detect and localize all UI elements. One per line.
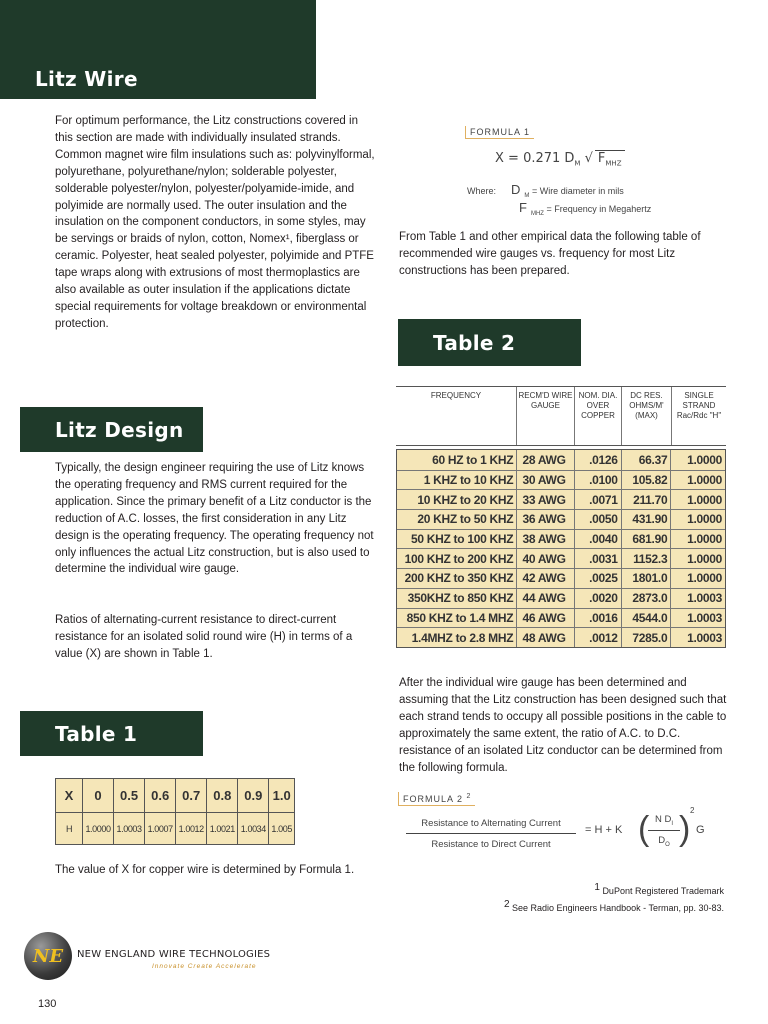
- table-2-body: [396, 449, 726, 648]
- formula-2-exponent: 2: [690, 806, 695, 815]
- after-gauge-paragraph: After the individual wire gauge has been determined and assuming that the Litz construction has been designed such that each strand tends to occupy all possible positions in the cable to approximately the same extent, the ratio of A.C. to D.C. resistance of an isolated Litz conductor can be determined from the following formula.: [399, 677, 727, 774]
- table-row: [397, 470, 725, 490]
- table-2-cell-h: 1.0000: [670, 450, 725, 470]
- table-2-cell-gauge: 40 AWG: [516, 549, 574, 568]
- table-1-h-cell: 1.0012: [176, 813, 207, 845]
- formula-2-inner-den: $D_O$: [658, 834, 670, 848]
- header-dc-res: DC RES. OHMS/M' (MAX): [621, 387, 671, 445]
- table-2-cell-gauge: 38 AWG: [516, 530, 574, 549]
- table-2: [396, 386, 726, 648]
- table-2-cell-dia: .0031: [574, 549, 621, 568]
- table-1-grid: [55, 778, 295, 845]
- table-2-cell-frequency: 850 KHZ to 1.4 MHZ: [406, 610, 514, 625]
- formula-1-def-2: F $_{MHZ}$ = Frequency in Megahertz: [519, 200, 652, 217]
- table-2-cell-res: 1152.3: [621, 549, 671, 568]
- formula-1: [465, 124, 705, 224]
- formula-2-inner-fraction: [648, 814, 680, 848]
- formula-2-tail: G: [696, 824, 705, 836]
- table-2-cell-res: 211.70: [621, 490, 671, 509]
- table-2-cell-gauge: 44 AWG: [516, 589, 574, 608]
- x-value-paragraph: The value of X for copper wire is determined by Formula 1.: [55, 864, 355, 876]
- table-1-h-label: H: [56, 813, 83, 845]
- table-2-cell-h: 1.0000: [670, 549, 725, 568]
- table-2-cell-frequency: 350KHZ to 850 KHZ: [407, 591, 514, 606]
- table-2-cell-frequency: 1 KHZ to 10 KHZ: [423, 473, 514, 488]
- table-2-cell-dia: .0020: [574, 589, 621, 608]
- table-row: [397, 568, 725, 588]
- table-2-cell-frequency: 100 KHZ to 200 KHZ: [404, 551, 514, 566]
- table-2-cell-res: 7285.0: [621, 628, 671, 647]
- footnote-2: $^2$ See Radio Engineers Handbook - Terman, pp. 30-83.: [503, 899, 724, 913]
- table-2-cell-h: 1.0000: [670, 490, 725, 509]
- table-row: [397, 529, 725, 549]
- table-2-cell-res: 66.37: [621, 450, 671, 470]
- table-1-x-cell: 0.6: [145, 779, 176, 813]
- table-2-cell-h: 1.0000: [670, 510, 725, 529]
- table-1-x-label: X: [56, 779, 83, 813]
- table-1-x-cell: 0: [83, 779, 114, 813]
- table-2-cell-gauge: 36 AWG: [516, 510, 574, 529]
- table-2-cell-gauge: 42 AWG: [516, 569, 574, 588]
- sqrt-icon: √: [584, 151, 593, 166]
- table-2-cell-frequency: 10 KHZ to 20 KHZ: [417, 492, 514, 507]
- formula-1-label: FORMULA 1: [465, 126, 534, 139]
- formula-2-rhs: = H + K: [585, 824, 623, 836]
- table-2-header-row: [396, 386, 726, 446]
- table-2-cell-dia: .0025: [574, 569, 621, 588]
- table-2-cell-gauge: 30 AWG: [516, 471, 574, 490]
- formula-1-radicand: $F_{MHZ}$: [595, 150, 625, 168]
- footnote-1: $^1$ DuPont Registered Trademark: [594, 882, 724, 896]
- table-2-cell-h: 1.0003: [670, 628, 725, 647]
- table-1-x-cell: 0.8: [207, 779, 238, 813]
- company-tagline: Innovate Create Accelerate: [152, 963, 257, 970]
- table-2-cell-dia: .0016: [574, 609, 621, 628]
- table-2-cell-res: 2873.0: [621, 589, 671, 608]
- formula-1-lhs: X = 0.271 D: [495, 151, 575, 166]
- ratio-paragraph: Ratios of alternating-current resistance to direct-current resistance for an isolated solid round wire (H) in terms of a value (X) are shown in Table 1.: [55, 614, 353, 660]
- table-2-cell-frequency: 1.4MHZ to 2.8 MHZ: [411, 630, 514, 645]
- section-header-table-2: Table 2: [398, 319, 581, 366]
- table-2-cell-dia: .0126: [574, 450, 621, 470]
- formula-2-numerator: Resistance to Alternating Current: [406, 818, 576, 834]
- table-1-h-cell: 1.0021: [207, 813, 238, 845]
- table-row: [397, 450, 725, 470]
- table-row: [397, 588, 725, 608]
- table-2-cell-frequency: 20 KHZ to 50 KHZ: [417, 512, 514, 527]
- table-2-cell-gauge: 48 AWG: [516, 628, 574, 647]
- table-1-h-cell: 1.0034: [238, 813, 269, 845]
- table-2-cell-dia: .0012: [574, 628, 621, 647]
- table-1-x-cell: 0.9: [238, 779, 269, 813]
- formula-1-def-1: Where: D $_M$ = Wire diameter in mils: [467, 182, 624, 199]
- table-2-cell-gauge: 33 AWG: [516, 490, 574, 509]
- table-row: [397, 509, 725, 529]
- right-paren-icon: ): [679, 810, 691, 848]
- table-1-x-cell: 1.0: [269, 779, 295, 813]
- formula-1-equation: [495, 150, 625, 168]
- section-header-table-1: Table 1: [20, 711, 203, 756]
- table-2-cell-h: 1.0000: [670, 471, 725, 490]
- design-paragraph: Typically, the design engineer requiring the use of Litz knows the operating frequency and RMS current required for the application. Since the primary benefit of a Litz conductor is the reduction of A.C. losses, the first consideration in any Litz design is the operating frequency. The operating frequency not only influences the actual Litz construction, but is also used to determine the individual wire gauge.: [55, 462, 374, 576]
- intro-paragraph: For optimum performance, the Litz constructions covered in this section are made with individually insulated strands. Common magnet wire film insulations such as: polyvinylformal, polyurethane, polyurethane/nylon; solderable polyester, solderable polyester/nylon, polyester/polyamide-imide, and polyimide are normally used. The outer insulation and the insulation on the component conductors, in some styles, may be servings or braids of nylon, cotton, Nomex¹, fiberglass or ceramic. Polyester, heat sealed polyester, polyimide and PTFE tape wraps along with extrusions of most thermoplastics are also available as outer insulation if the applications dictate special requirements for voltage breakdown or environmental protection.: [55, 115, 375, 330]
- table-2-cell-frequency: 50 KHZ to 100 KHZ: [410, 532, 514, 547]
- table-1-h-cell: 1.005: [269, 813, 295, 845]
- page-number: 130: [38, 998, 57, 1010]
- table-2-cell-h: 1.0003: [670, 609, 725, 628]
- from-table-paragraph: From Table 1 and other empirical data the following table of recommended wire gauges vs. frequency for most Litz constructions has been prepared.: [399, 231, 701, 277]
- left-paren-icon: (: [638, 810, 650, 848]
- table-row: [397, 489, 725, 509]
- table-2-cell-gauge: 28 AWG: [516, 450, 574, 470]
- table-2-cell-h: 1.0003: [670, 589, 725, 608]
- table-2-cell-h: 1.0000: [670, 569, 725, 588]
- section-header-litz-wire: Litz Wire: [0, 0, 316, 99]
- table-2-cell-res: 105.82: [621, 471, 671, 490]
- table-1-h-cell: 1.0007: [145, 813, 176, 845]
- formula-2-denominator: Resistance to Direct Current: [431, 839, 551, 850]
- table-1-x-row: [56, 779, 295, 813]
- header-frequency: FREQUENCY: [430, 391, 482, 400]
- logo-mark: NE: [32, 945, 64, 967]
- formula-2-inner-num: N $D_I$: [648, 814, 680, 831]
- table-1-x-cell: 0.5: [114, 779, 145, 813]
- table-1-h-cell: 1.0003: [114, 813, 145, 845]
- table-2-cell-dia: .0050: [574, 510, 621, 529]
- company-name: NEW ENGLAND WIRE TECHNOLOGIES: [77, 949, 271, 960]
- formula-2-label: FORMULA 2 $^2$: [398, 792, 475, 806]
- table-2-cell-dia: .0040: [574, 530, 621, 549]
- section-header-litz-design: Litz Design: [20, 407, 203, 452]
- header-nom-dia: NOM. DIA. OVER COPPER: [574, 387, 621, 445]
- table-1-h-cell: 1.0000: [83, 813, 114, 845]
- table-2-cell-res: 1801.0: [621, 569, 671, 588]
- table-2-cell-dia: .0100: [574, 471, 621, 490]
- formula-2-fraction: [406, 818, 576, 850]
- formula-1-sub-d: M: [574, 159, 581, 168]
- table-row: [397, 627, 725, 647]
- formula-2: [398, 792, 718, 862]
- company-logo: [24, 932, 72, 980]
- table-row: [397, 548, 725, 568]
- table-2-cell-dia: .0071: [574, 490, 621, 509]
- table-1-x-cell: 0.7: [176, 779, 207, 813]
- table-row: [397, 608, 725, 628]
- header-gauge: RECM'D WIRE GAUGE: [516, 387, 574, 445]
- table-2-cell-frequency: 60 HZ to 1 KHZ: [432, 452, 514, 467]
- table-2-cell-frequency: 200 KHZ to 350 KHZ: [404, 571, 514, 586]
- table-2-cell-res: 681.90: [621, 530, 671, 549]
- table-1-h-row: [56, 813, 295, 845]
- table-2-cell-res: 4544.0: [621, 609, 671, 628]
- header-single-strand: SINGLE STRAND Rac/Rdc "H": [671, 387, 726, 445]
- table-2-cell-h: 1.0000: [670, 530, 725, 549]
- table-2-cell-gauge: 46 AWG: [516, 609, 574, 628]
- table-2-cell-res: 431.90: [621, 510, 671, 529]
